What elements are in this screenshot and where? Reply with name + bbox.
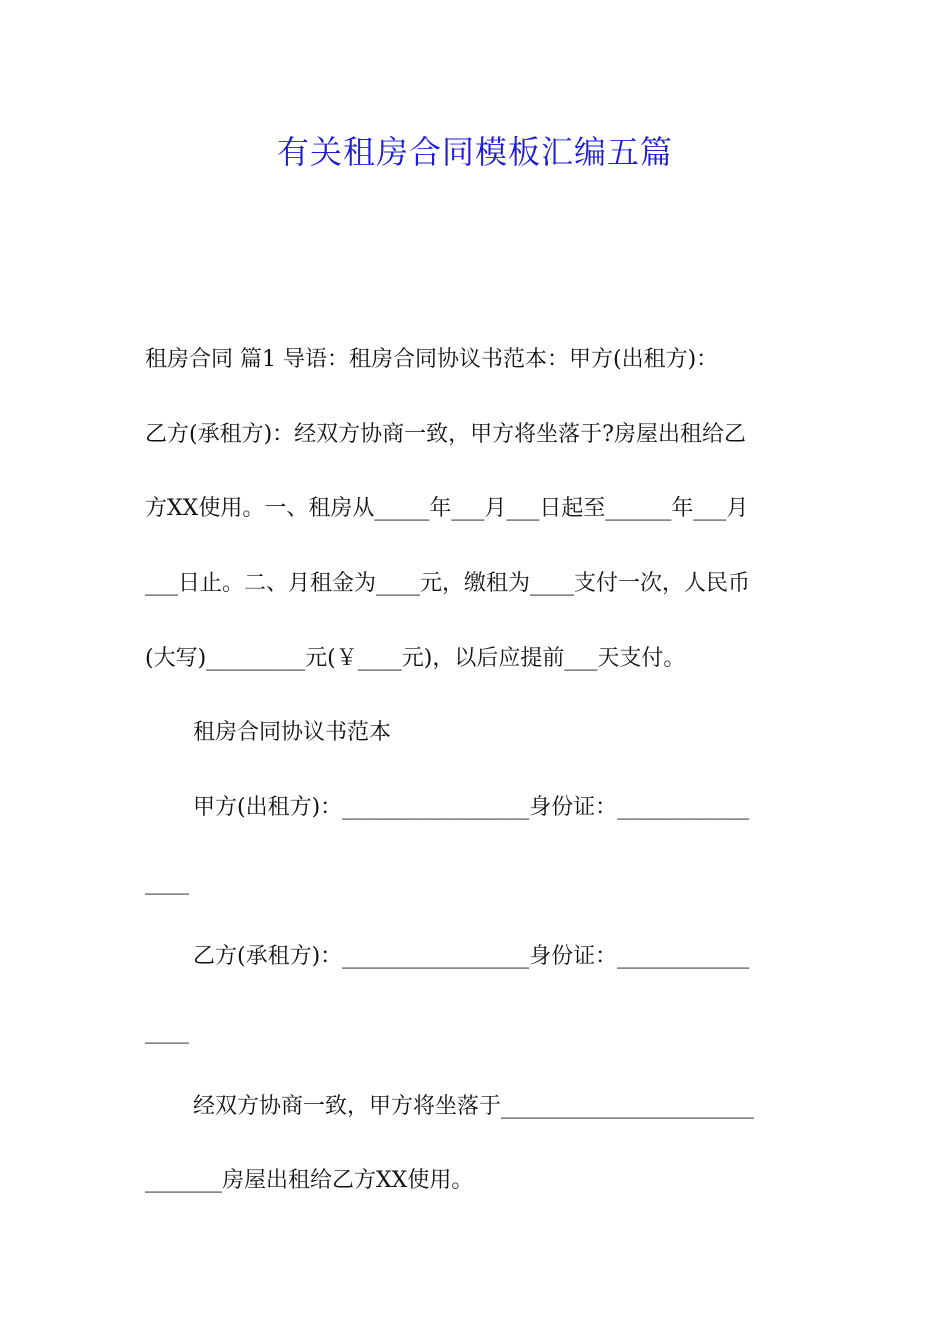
agreement-line: 经双方协商一致，甲方将坐落于_______________________ bbox=[193, 1094, 755, 1119]
paragraph-line-1: 租房合同 篇1 导语：租房合同协议书范本：甲方(出租方)： bbox=[145, 347, 719, 372]
agreement-line-continuation: _______房屋出租给乙方XX使用。 bbox=[145, 1168, 474, 1193]
paragraph-line-4: ___日止。二、月租金为____元，缴租为____支付一次，人民币 bbox=[145, 571, 751, 596]
party-a-line: 甲方(出租方)：_________________身份证：____________ bbox=[193, 795, 750, 820]
paragraph-line-3: 方XX使用。一、租房从_____年___月___日起至______年___月 bbox=[145, 496, 749, 521]
party-a-line-continuation: ____ bbox=[145, 870, 189, 895]
document-title: 有关租房合同模板汇编五篇 bbox=[276, 133, 673, 171]
party-b-line-continuation: ____ bbox=[145, 1019, 189, 1044]
section-heading: 租房合同协议书范本 bbox=[193, 720, 392, 745]
paragraph-line-5: (大写)_________元(￥____元)，以后应提前___天支付。 bbox=[145, 646, 686, 671]
party-b-line: 乙方(承租方)：_________________身份证：____________ bbox=[193, 944, 750, 969]
paragraph-line-2: 乙方(承租方)：经双方协商一致，甲方将坐落于?房屋出租给乙 bbox=[145, 422, 746, 447]
